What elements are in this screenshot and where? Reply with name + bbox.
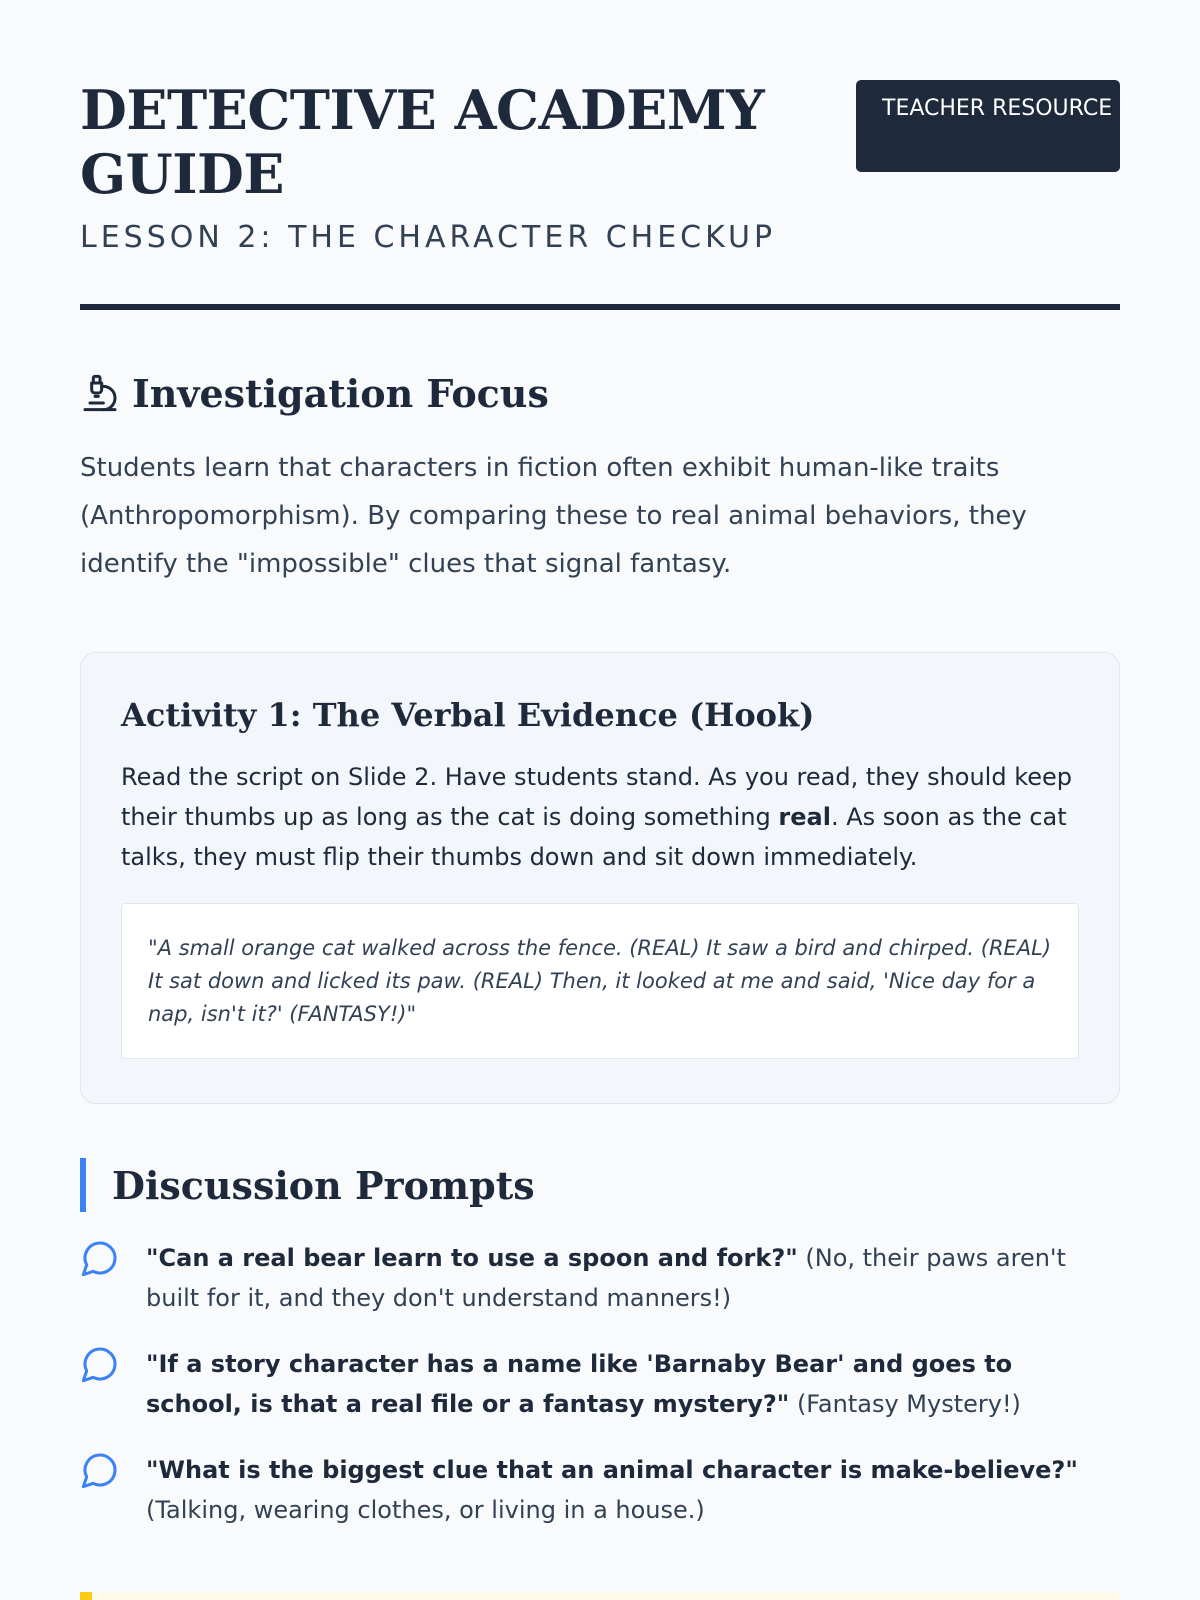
activity-instructions xyxy=(121,757,1079,877)
activity-title: Activity 1: The Verbal Evidence (Hook) xyxy=(121,696,815,734)
prompt-question: "Can a real bear learn to use a spoon and fork?" xyxy=(146,1244,798,1272)
prompt-text xyxy=(146,1238,1106,1318)
activity-text-part: Read the script on Slide 2. Have students stand. As you read, they should keep their thumbs up as long as the cat is doing something xyxy=(121,763,1073,831)
investigation-focus-text: Students learn that characters in fiction often exhibit human-like traits (Anthropomorphism). By comparing these to real animal behaviors, they identify the "impossible" clues that signal fantasy. xyxy=(80,453,1027,579)
tip-box-edge xyxy=(80,1592,1120,1600)
activity-text-part: . As soon as the cat talks, they must flip their thumbs down and sit down immediately. xyxy=(121,803,1067,871)
section-title: Investigation Focus xyxy=(132,370,549,416)
discussion-prompts-heading xyxy=(80,1158,1120,1212)
activity-card xyxy=(80,652,1120,1104)
investigation-focus-heading xyxy=(80,368,1120,418)
prompt-answer: (No, their paws aren't built for it, and they don't understand manners!) xyxy=(146,1244,1066,1312)
speech-bubble-icon xyxy=(80,1238,120,1278)
prompt-question: "What is the biggest clue that an animal character is make-believe?" xyxy=(146,1456,1078,1484)
prompt-answer: (Talking, wearing clothes, or living in a house.) xyxy=(146,1496,705,1524)
script-quote: "A small orange cat walked across the fence. (REAL) It saw a bird and chirped. (REAL) It sat down and licked its paw. (REAL) Then, it looked at me and said, 'Nice day for a nap, isn't it?' (FANTASY!)" xyxy=(121,903,1079,1059)
section-title: Discussion Prompts xyxy=(112,1162,535,1208)
list-item xyxy=(80,1344,1120,1424)
activity-text-emphasis: real xyxy=(778,803,831,831)
lesson-subtitle: LESSON 2: THE CHARACTER CHECKUP xyxy=(80,220,777,255)
list-item xyxy=(80,1238,1120,1318)
prompt-question: "If a story character has a name like 'Barnaby Bear' and goes to school, is that a real file or a fantasy mystery?" xyxy=(146,1350,1013,1418)
teacher-guide-page xyxy=(80,78,1120,1556)
page-header xyxy=(80,78,1120,310)
prompt-text xyxy=(146,1344,1106,1424)
microscope-icon xyxy=(80,372,120,414)
discussion-prompts-list xyxy=(80,1238,1120,1530)
prompt-answer: (Fantasy Mystery!) xyxy=(789,1390,1021,1418)
speech-bubble-icon xyxy=(80,1344,120,1384)
prompt-text xyxy=(146,1450,1106,1530)
page-title: DETECTIVE ACADEMY GUIDE xyxy=(80,78,765,206)
teacher-resource-badge: TEACHER RESOURCE xyxy=(856,80,1120,172)
list-item xyxy=(80,1450,1120,1530)
speech-bubble-icon xyxy=(80,1450,120,1490)
